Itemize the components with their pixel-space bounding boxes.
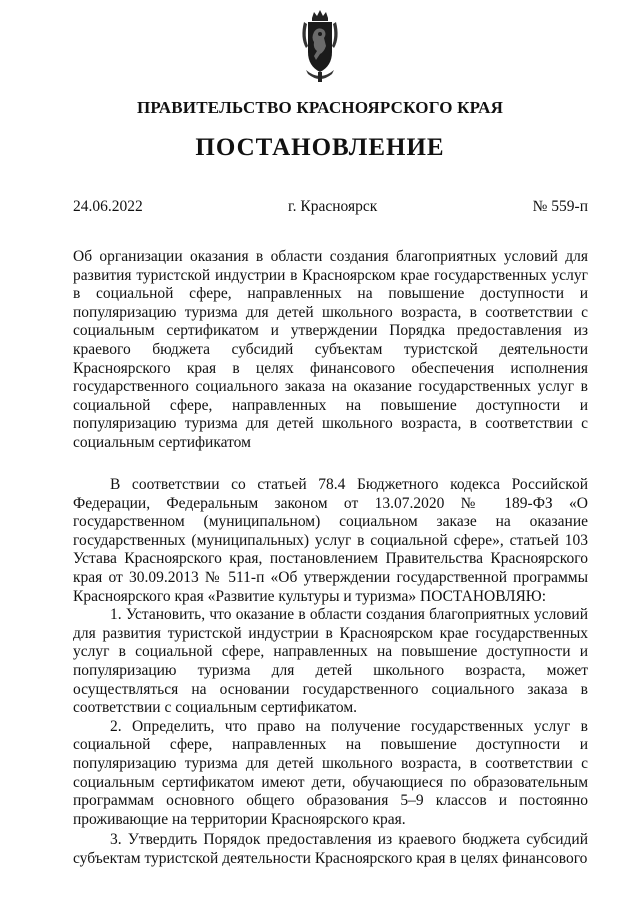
document-number: № 559-п [532, 198, 588, 215]
coat-of-arms-emblem [298, 8, 342, 84]
document-subject: Об организации оказания в области создания благоприятных условий для развития туристской индустрии в Красноярском крае государственных услуг в социальной сфере, направленных на повышение доступности и популяризацию туризма для детей школьного возраста, в соответствии с социальным сертификатом и утверждении Порядка предоставления из краевого бюджета субсидий субъектам туристской деятельности Красноярского края в целях финансового обеспечения исполнения государственного социального заказа на оказание государственных услуг в социальной сфере, направленных на повышение доступности и популяризацию туризма для детей школьного возраста, в соответствии с социальным сертификатом [73, 248, 588, 451]
paragraph-preamble: В соответствии со статьей 78.4 Бюджетного кодекса Российской Федерации, Федеральным законом от 13.07.2020 № 189-ФЗ «О государственном (муниципальном) социальном заказе на оказание государственных (муниципальных) услуг в социальной сфере», статьей 103 Устава Красноярского края, постановлением Правительства Красноярского края от 30.09.2013 № 511-п «Об утверждении государственной программы Красноярского края «Развитие культуры и туризма» ПОСТАНОВЛЯЮ: [73, 476, 588, 605]
document-type-title: ПОСТАНОВЛЕНИЕ [195, 134, 445, 161]
government-name: ПРАВИТЕЛЬСТВО КРАСНОЯРСКОГО КРАЯ [136, 98, 504, 117]
paragraph-item-3: 3. Утвердить Порядок предоставления из краевого бюджета субсидий субъектам туристской деятельности Красноярского края в целях финансового [73, 831, 588, 867]
document-body [73, 476, 588, 868]
document-date: 24.06.2022 [73, 198, 143, 215]
paragraph-item-2: 2. Определить, что право на получение государственных услуг в социальной сфере, направленных на повышение доступности и популяризацию туризма для детей школьного возраста, в соответствии с социальным сертификатом имеют дети, обучающиеся по образовательным программам основного общего образования 5–9 классов и постоянно проживающие на территории Красноярского края. [73, 717, 588, 828]
paragraph-item-1: 1. Установить, что оказание в области создания благоприятных условий для развития туристской индустрии в Красноярском крае государственных услуг в социальной сфере, направленных на повышение доступности и популяризацию туризма для детей школьного возраста, может осуществляться на основании государственного социального заказа в соответствии с социальным сертификатом. [73, 606, 588, 717]
document-city: г. Красноярск [288, 198, 378, 215]
